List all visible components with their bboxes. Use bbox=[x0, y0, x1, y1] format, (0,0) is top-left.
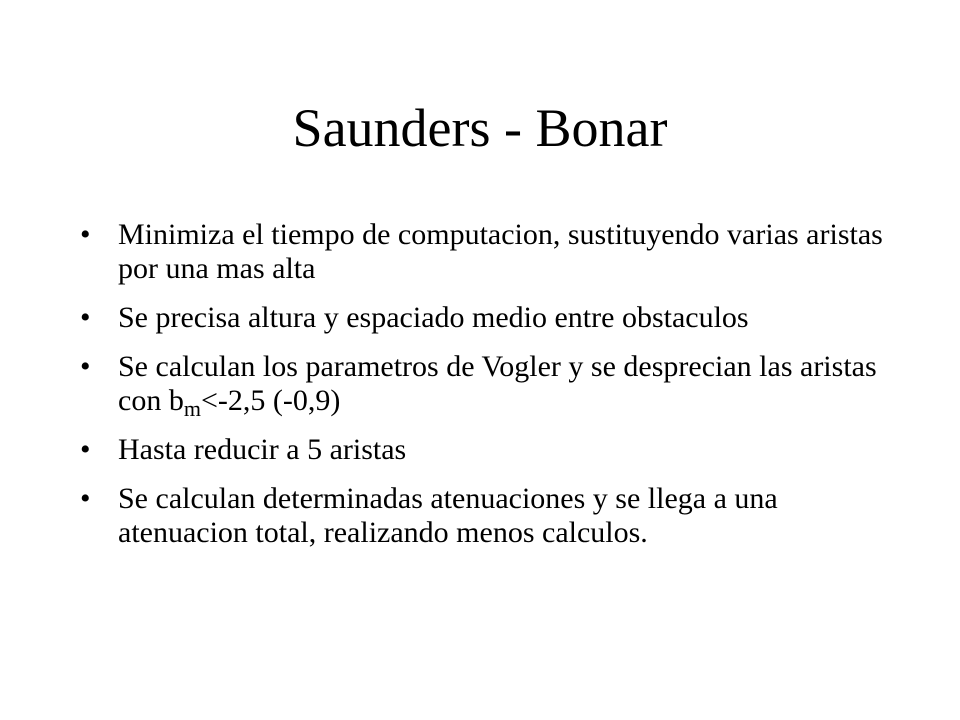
bullet-list bbox=[78, 218, 898, 565]
bullet-text-before: Se calculan los parametros de Vogler y se desprecian las aristas con b bbox=[118, 350, 877, 417]
bullet-text: Se calculan determinadas atenuaciones y se llega a una atenuacion total, realizando menos calculos. bbox=[118, 482, 778, 549]
bullet-icon: • bbox=[80, 218, 91, 251]
bullet-text: Se precisa altura y espaciado medio entre obstaculos bbox=[118, 301, 749, 334]
bullet-item bbox=[78, 301, 898, 335]
bullet-text: Hasta reducir a 5 aristas bbox=[118, 433, 407, 466]
subscript-m: m bbox=[183, 396, 201, 421]
bullet-icon: • bbox=[80, 482, 91, 515]
bullet-text-after: <-2,5 (-0,9) bbox=[200, 384, 341, 417]
bullet-icon: • bbox=[80, 301, 91, 334]
bullet-icon: • bbox=[80, 350, 91, 383]
slide-title: Saunders - Bonar bbox=[292, 98, 668, 158]
bullet-text: Minimiza el tiempo de computacion, sustituyendo varias aristas por una mas alta bbox=[118, 218, 883, 285]
bullet-text bbox=[118, 350, 877, 421]
bullet-item bbox=[78, 350, 898, 421]
bullet-item bbox=[78, 433, 898, 467]
bullet-item bbox=[78, 218, 898, 286]
bullet-item bbox=[78, 482, 898, 550]
bullet-icon: • bbox=[80, 433, 91, 466]
